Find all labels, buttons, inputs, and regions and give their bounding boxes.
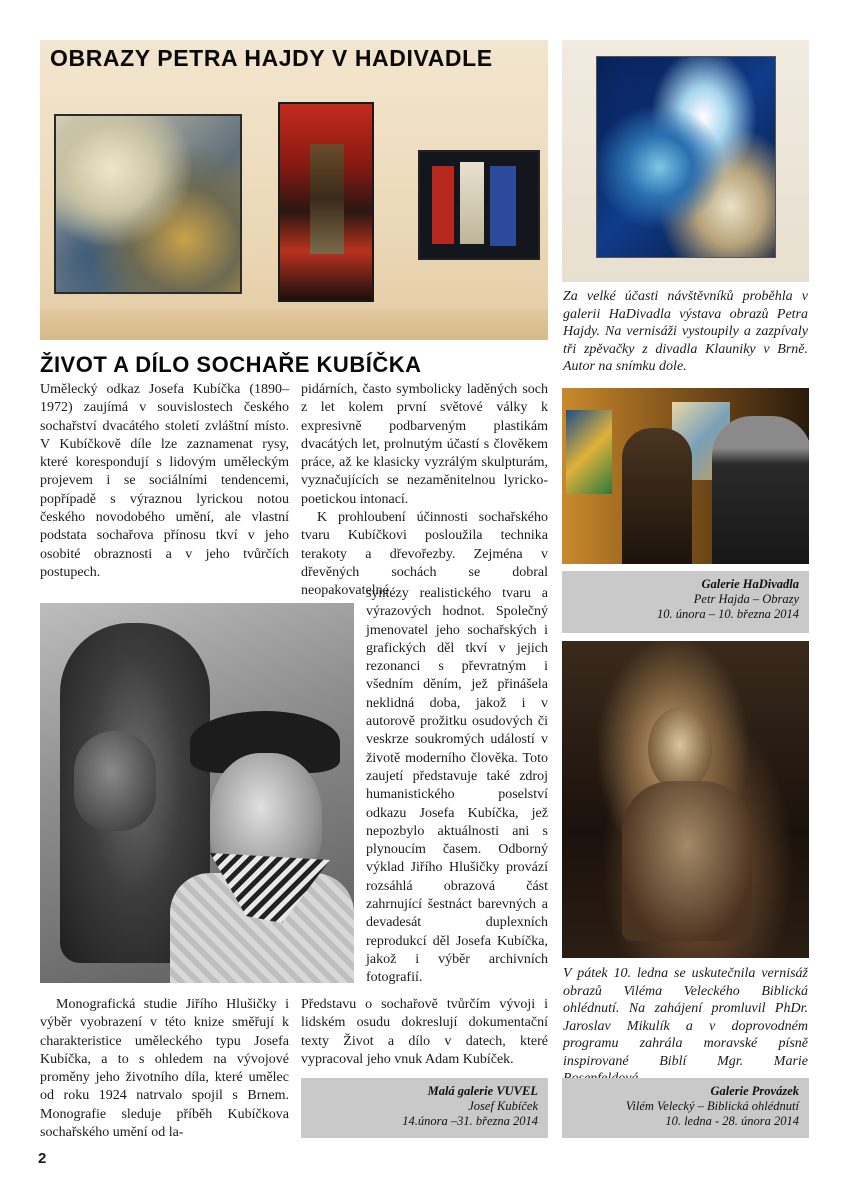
- box-line: 10. ledna - 28. února 2014: [665, 1114, 799, 1128]
- info-box-hadivadla: [562, 571, 809, 633]
- painting-abstract-blue-yellow: [54, 114, 242, 294]
- paragraph: Monografická studie Jiřího Hlušičky i výběr vyobrazení v této knize směřují k charakteristice uměleckého typu Josefa Kubíčka, a to s ohledem na vývojové proměny jeho životního díla, které umělec od roku 1924 natrvalo spojil s Brnem. Monografie sleduje příběh Kubíčkova sochařského umění od la-: [40, 997, 289, 1141]
- info-box-vuvel: [301, 1078, 548, 1138]
- velecky-caption: V pátek 10. ledna se uskutečnila vernisáž obrazů Viléma Veleckého Biblická ohlédnutí. Na zahájení promluvil PhDr. Jaroslav Mikulík a v doprovodném programu zahrála moravské písně inspirované Biblí Mgr. Marie: [563, 966, 808, 1069]
- paragraph: Umělecký odkaz Josefa Kubíčka (1890–1972) zaujímá v souvislostech českého sochařství dvacátého století zvláštní místo. V Kubíčkově díle lze zaznamenat rysy, které korespondují s lidovým uměleckým projevem i se sociálními tendencemi, popřípadě s výraznou lyrickou notou českého novodobého umění, ale vlastní podstata sochařova přínosu tkví v jeho osobité obraznosti a v jeho tvůrčích postupech.: [40, 382, 289, 580]
- article-col1-bottom: [40, 996, 289, 1142]
- vernissage-visitors-photo: [562, 388, 809, 564]
- painting-red-figure: [278, 102, 374, 302]
- box-line: Josef Kubíček: [468, 1099, 538, 1113]
- page-number: 2: [38, 1150, 47, 1167]
- article-col2-wrap: [366, 585, 548, 988]
- gallery-wall-photo: [40, 40, 548, 340]
- hadivadlo-caption: Za velké účasti návštěvníků proběhla v galerii HaDivadla výstava obrazů Petra Hajdy. Na vernisáži vystoupily a zazpívaly tři zpěvačky z divadla Klauniky v Brně. Autor na snímku dole.: [563, 289, 808, 374]
- box-line: Vilém Velecký – Biblická ohlédnutí: [625, 1099, 799, 1113]
- velecky-biblical-painting: [562, 641, 809, 958]
- box-title: Galerie Provázek: [710, 1084, 799, 1098]
- kubicek-portrait-photo: [40, 603, 354, 983]
- article-col2-bottom: [301, 996, 548, 1069]
- box-line: 14.února –31. března 2014: [402, 1114, 538, 1128]
- blue-painting-photo: [562, 40, 809, 282]
- article-title: ŽIVOT A DÍLO SOCHAŘE KUBÍČKA: [40, 352, 422, 377]
- paragraph: syntézy realistického tvaru a výrazových hodnot. Společný jmenovatel jeho sochařských i grafických děl tkví v jejich rezonanci s převratným i všedním děním, jež přinášela neklidná doba, jakož i v autorově prožitku osudových či veskrze soukromých událostí v životě moderního člověka. Toto zaujetí představuje také zdroj humanistického poselství odkazu Josefa Kubíčka, jež nepozbylo aktuálnosti ani s plynoucím časem. Odborný výklad Jiřího Hlušičky provází rozsáhlá obrazová část zahrnující šestnáct barevných a devadesát duplexních reprodukcí děl Josefa Kubíčka, jakož i výběr archivních fotografií.: [366, 586, 548, 986]
- paragraph: pidárních, často symbolicky laděných soch z let kolem první světové války k expresivně podbarveným plastikám dvacátých let, prolnutým účastí s člověkem práce, až ke klasicky vyzrálým skulpturám, vyznačujících se nezaměnitelnou lyricko-poetickou intonací.: [301, 382, 548, 507]
- paragraph: K prohloubení účinnosti sochařského tvaru Kubíčkovi posloužila technika terakoty a dřevořezby. Zejména v dřevěných sochách se dobral neopakovatelné: [301, 510, 548, 599]
- box-line: Petr Hajda – Obrazy: [693, 592, 799, 606]
- gallery-headline: OBRAZY PETRA HAJDY V HADIVADLE: [50, 45, 493, 71]
- painting-dark-abstract: [418, 150, 540, 260]
- article-col1-top: [40, 381, 289, 582]
- paragraph: Představu o sochařově tvůrčím vývoji i lidském osudu dokreslují dokumentační texty Život a dílo v datech, které vypracoval jeho vnuk Adam Kubíček.: [301, 997, 548, 1067]
- article-col2-top: [301, 381, 548, 601]
- box-line: 10. února – 10. března 2014: [656, 607, 799, 621]
- box-title: Galerie HaDivadla: [701, 577, 799, 591]
- info-box-provazek: [562, 1078, 809, 1138]
- box-title: Malá galerie VUVEL: [427, 1084, 538, 1098]
